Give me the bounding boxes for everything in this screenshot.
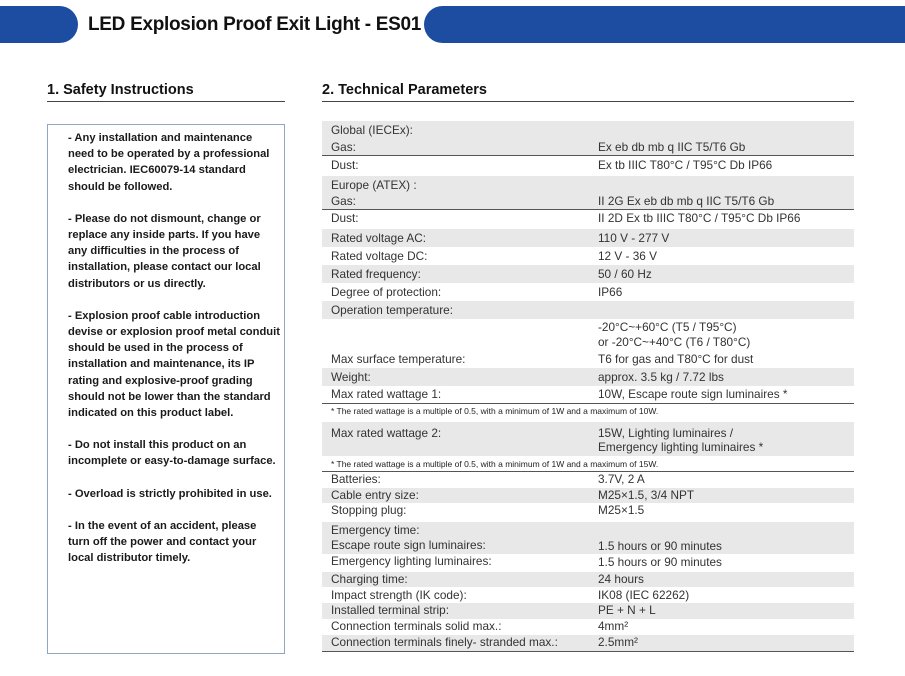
param-label: Global (IECEx): [331,123,413,137]
param-row [322,368,854,386]
param-row [322,350,854,368]
param-label: Degree of protection: [331,285,442,299]
footnote: * The rated wattage is a multiple of 0.5, with a minimum of 1W and a maximum of 15W. [331,459,659,469]
safety-item: - Do not install this product on an incomplete or easy-to-damage surface. [68,439,276,468]
param-row [322,503,854,522]
technical-parameters-table [322,121,854,652]
param-row [322,229,854,247]
param-value: approx. 3.5 kg / 7.72 lbs [598,370,724,384]
param-row [322,587,854,603]
param-value: -20°C~+60°C (T5 / T95°C) [598,320,737,334]
param-label: Stopping plug: [331,503,407,517]
param-row [322,488,854,503]
param-value: II 2G Ex eb db mb q IIC T5/T6 Gb [598,194,775,208]
param-value: IP66 [598,285,623,299]
safety-item: - Please do not dismount, change or replace any inside parts. If you have any difficulties in the process of installation, please contact our local distributors or us directly. [68,212,261,290]
param-value: 24 hours [598,572,644,586]
param-label: Connection terminals finely- stranded max.: [331,635,558,649]
param-value: 3.7V, 2 A [598,472,645,486]
param-label: Cable entry size: [331,488,419,502]
param-label: Emergency lighting luminaires: [331,554,492,568]
param-row [322,176,854,194]
param-label: Europe (ATEX) : [331,178,417,192]
param-value: II 2D Ex tb IIIC T80°C / T95°C Db IP66 [598,211,801,225]
param-value: Emergency lighting luminaires * [598,440,764,454]
param-label: Escape route sign luminaires: [331,538,486,552]
param-row [322,619,854,635]
param-row [322,194,854,210]
param-value: or -20°C~+40°C (T6 / T80°C) [598,335,751,349]
param-row [322,603,854,619]
safety-item: - Any installation and maintenance need to be operated by a professional electrician. IEC60079-14 standard should be followed. [68,132,270,193]
safety-item: - Overload is strictly prohibited in use. [68,487,272,500]
param-label: Gas: [331,140,356,154]
param-value: Ex tb IIIC T80°C / T95°C Db IP66 [598,158,773,172]
param-value: 1.5 hours or 90 minutes [598,555,722,569]
technical-section-rule [322,101,854,102]
param-label: Max rated wattage 2: [331,426,442,440]
param-label: Dust: [331,158,359,172]
param-label: Weight: [331,370,371,384]
param-row [322,247,854,265]
param-value: IK08 (IEC 62262) [598,588,690,602]
param-label: Operation temperature: [331,303,453,317]
param-label: Emergency time: [331,523,420,537]
technical-section-title: 2. Technical Parameters [322,82,487,98]
safety-section-rule [47,101,285,102]
param-label: Gas: [331,194,356,208]
param-label: Charging time: [331,572,408,586]
param-row [322,472,854,488]
param-value: 50 / 60 Hz [598,267,652,281]
param-label: Rated frequency: [331,267,421,281]
param-value: 15W, Lighting luminaires / [598,426,734,440]
safety-item: - Explosion proof cable introduction devise or explosion proof metal conduit should be used in the process of installation and maintenance, its IP rating and explosive-proof grading should not be lower than the standard indicated on this product label. [68,309,280,420]
param-label: Installed terminal strip: [331,603,450,617]
param-label: Max rated wattage 1: [331,387,442,401]
param-row [322,404,854,422]
param-row [322,319,854,350]
param-row [322,156,854,176]
param-value: 4mm² [598,619,629,633]
param-row [322,635,854,652]
param-value: M25×1.5, 3/4 NPT [598,488,695,502]
param-label: Connection terminals solid max.: [331,619,502,633]
safety-section-title: 1. Safety Instructions [47,82,194,98]
param-row [322,522,854,538]
param-label: Batteries: [331,472,381,486]
param-row [322,538,854,554]
param-value: 110 V - 277 V [598,231,670,245]
param-row [322,301,854,319]
param-label: Dust: [331,211,359,225]
safety-item: - In the event of an accident, please turn off the power and contact your local distributor timely. [68,519,257,565]
param-row [322,554,854,572]
param-row [322,265,854,283]
param-value: Ex eb db mb q IIC T5/T6 Gb [598,140,746,154]
param-row [322,283,854,301]
param-row [322,386,854,404]
param-label: Rated voltage AC: [331,231,427,245]
param-label: Max surface temperature: [331,352,466,366]
param-label: Rated voltage DC: [331,249,428,263]
param-value: 12 V - 36 V [598,249,658,263]
param-row [322,139,854,156]
param-row [322,121,854,139]
param-row [322,572,854,587]
page-title: LED Explosion Proof Exit Light - ES01 [88,14,422,35]
param-row [322,456,854,472]
safety-list [68,130,280,582]
param-value: M25×1.5 [598,503,645,517]
footnote: * The rated wattage is a multiple of 0.5, with a minimum of 1W and a maximum of 10W. [331,406,659,416]
param-value: T6 for gas and T80°C for dust [598,352,754,366]
param-label: Impact strength (IK code): [331,588,467,602]
header-band-left [0,6,78,43]
param-value: 1.5 hours or 90 minutes [598,539,722,553]
param-value: 2.5mm² [598,635,638,649]
param-row [322,210,854,229]
param-value: PE + N + L [598,603,656,617]
param-value: 10W, Escape route sign luminaires * [598,387,788,401]
header-band-right [424,6,905,43]
param-row [322,422,854,456]
